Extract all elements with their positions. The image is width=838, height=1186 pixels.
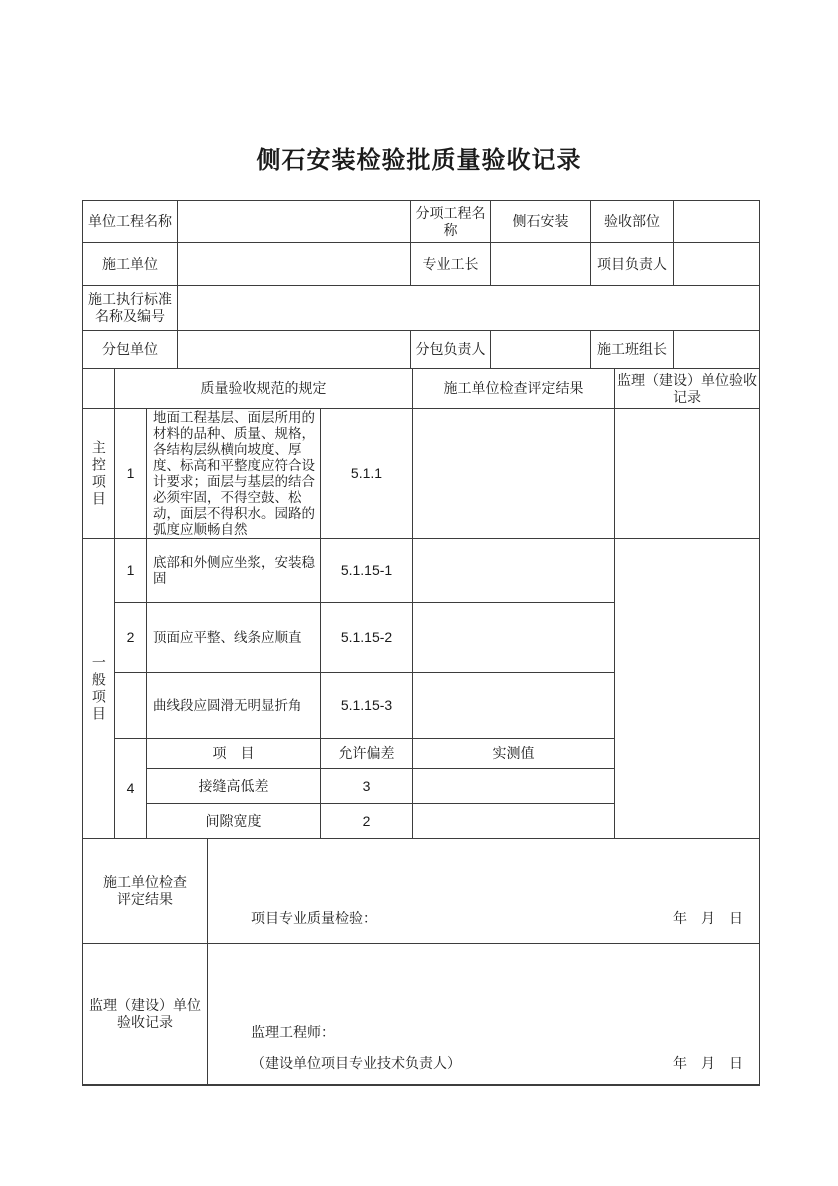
deviation-allow-value: 2 — [321, 804, 413, 839]
unit-project-label: 单位工程名称 — [83, 201, 178, 243]
evaluation-footer-section — [83, 839, 759, 944]
supervision-date-line: 年 月 日 — [673, 1055, 743, 1072]
inspection-section — [83, 369, 759, 839]
standard-value-cell — [178, 286, 759, 331]
supervision-footer-label: 监理（建设）单位验收记录 — [83, 944, 208, 1084]
supervision-header: 监理（建设）单位验收记录 — [615, 369, 759, 409]
measured-values-row — [413, 769, 615, 804]
crew-leader-label: 施工班组长 — [591, 331, 674, 369]
general-evaluation-cell — [413, 539, 615, 603]
acceptance-part-value-cell — [674, 201, 759, 243]
general-row-desc: 曲线段应圆滑无明显折角 — [147, 673, 321, 739]
general-row-number: 1 — [115, 539, 147, 603]
measured-values-row — [413, 804, 615, 839]
general-evaluation-cell — [413, 603, 615, 673]
general-supervision-cell — [615, 539, 759, 839]
subitem-value: 侧石安装 — [491, 201, 591, 243]
general-row-number — [115, 673, 147, 739]
dominant-group-label: 主控项目 — [83, 409, 115, 539]
subcontract-leader-label: 分包负责人 — [411, 331, 491, 369]
construction-unit-label: 施工单位 — [83, 243, 178, 286]
dominant-evaluation-cell — [413, 409, 615, 539]
supervision-footer-section — [83, 944, 759, 1084]
deviation-item: 接缝高低差 — [147, 769, 321, 804]
evaluation-footer-content — [208, 839, 759, 944]
general-row-code: 5.1.15-1 — [321, 539, 413, 603]
deviation-allow-value: 3 — [321, 769, 413, 804]
general-row-code: 5.1.15-3 — [321, 673, 413, 739]
deviation-item-header: 项 目 — [147, 739, 321, 769]
acceptance-part-label: 验收部位 — [591, 201, 674, 243]
foreman-value-cell — [491, 243, 591, 286]
unit-project-value-cell — [178, 201, 411, 243]
evaluation-date-line: 年 月 日 — [673, 910, 743, 927]
project-leader-value-cell — [674, 243, 759, 286]
header-corner-cell — [83, 369, 115, 409]
deviation-measured-header: 实测值 — [413, 739, 615, 769]
general-row-desc: 底部和外侧应坐浆，安装稳固 — [147, 539, 321, 603]
dominant-row-desc: 地面工程基层、面层所用的材料的品种、质量、规格，各结构层纵横向坡度、厚度、标高和平整度应符合设计要求；面层与基层的结合必须牢固，不得空鼓、松动，面层不得积水。园路的弧度应顺畅自然 — [147, 409, 321, 539]
general-row-number: 2 — [115, 603, 147, 673]
evaluation-header: 施工单位检查评定结果 — [413, 369, 615, 409]
crew-leader-value-cell — [674, 331, 759, 369]
acceptance-record-table — [82, 200, 760, 1086]
supervision-tech-line: （建设单位项目专业技术负责人） — [251, 1055, 461, 1072]
general-evaluation-cell — [413, 673, 615, 739]
supervision-footer-content — [208, 944, 759, 1084]
dominant-supervision-cell — [615, 409, 759, 539]
general-group-label: 一般项目 — [83, 539, 115, 839]
evaluation-footer-label: 施工单位检查评定结果 — [83, 839, 208, 944]
construction-unit-value-cell — [178, 243, 411, 286]
general-row-desc: 顶面应平整、线条应顺直 — [147, 603, 321, 673]
dominant-row-code: 5.1.1 — [321, 409, 413, 539]
general-row-code: 5.1.15-2 — [321, 603, 413, 673]
subcontract-leader-value-cell — [491, 331, 591, 369]
regulation-header: 质量验收规范的规定 — [115, 369, 413, 409]
subcontractor-value-cell — [178, 331, 411, 369]
standard-label: 施工执行标准名称及编号 — [83, 286, 178, 331]
supervision-engineer-line: 监理工程师： — [251, 1024, 335, 1040]
foreman-label: 专业工长 — [411, 243, 491, 286]
deviation-item: 间隙宽度 — [147, 804, 321, 839]
info-section — [83, 201, 759, 369]
inspector-signature-line: 项目专业质量检验： — [251, 910, 377, 927]
dominant-row-number: 1 — [115, 409, 147, 539]
subitem-label: 分项工程名称 — [411, 201, 491, 243]
deviation-allow-header: 允许偏差 — [321, 739, 413, 769]
subcontractor-label: 分包单位 — [83, 331, 178, 369]
deviation-row-number: 4 — [115, 739, 147, 839]
page-title: 侧石安装检验批质量验收记录 — [256, 147, 582, 174]
project-leader-label: 项目负责人 — [591, 243, 674, 286]
